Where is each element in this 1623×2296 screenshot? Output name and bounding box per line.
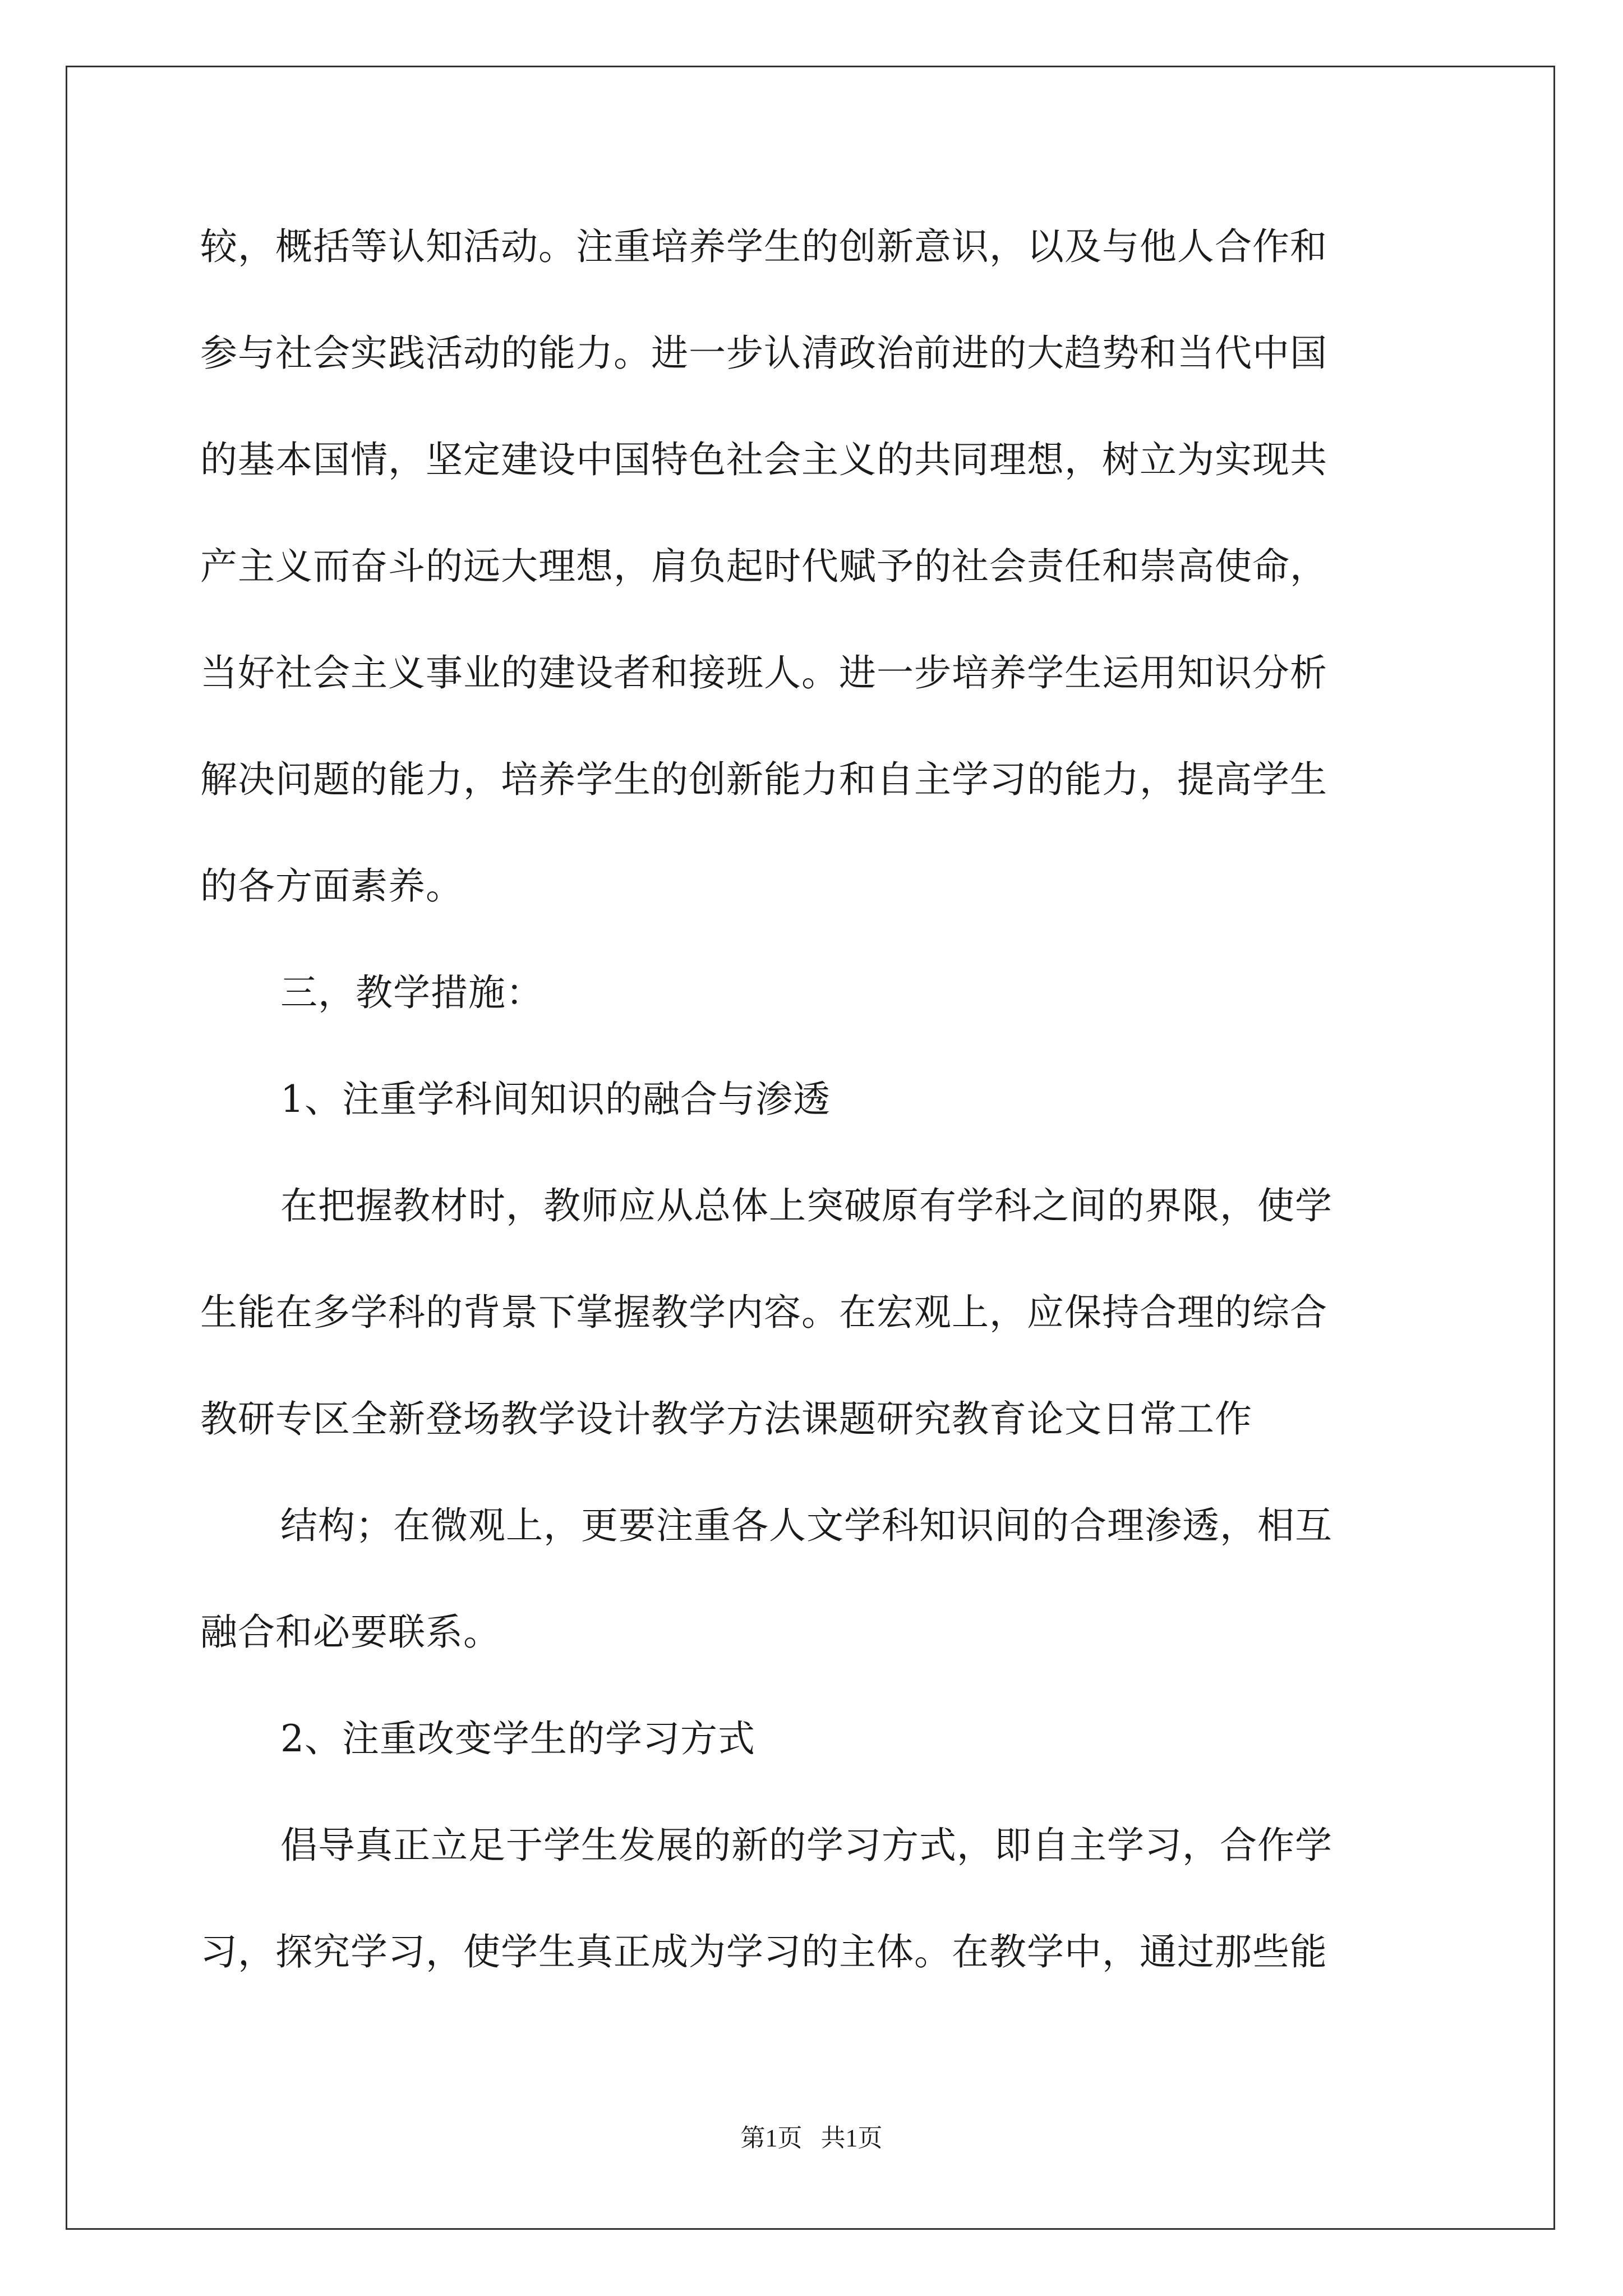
body-line-12: 教研专区全新登场教学设计教学方法课题研究教育论文日常工作 [200,1397,1252,1441]
body-line-7: 的各方面素养。 [200,864,463,908]
page-footer: 第1页 共1页 [740,2124,883,2152]
body-line-11: 生能在多学科的背景下掌握教学内容。在宏观上，应保持合理的综合 [200,1291,1327,1334]
body-line-5: 当好社会主义事业的建设者和接班人。进一步培养学生运用知识分析 [200,651,1327,694]
body-line-3: 的基本国情，坚定建设中国特色社会主义的共同理想，树立为实现共 [200,438,1327,481]
body-line-13: 结构；在微观上，更要注重各人文学科知识间的合理渗透，相互 [280,1504,1332,1547]
body-line-1: 较，概括等认知活动。注重培养学生的创新意识，以及与他人合作和 [200,225,1327,268]
body-line-10: 在把握教材时，教师应从总体上突破原有学科之间的界限，使学 [280,1184,1332,1227]
body-line-2: 参与社会实践活动的能力。进一步认清政治前进的大趋势和当代中国 [200,332,1327,375]
body-line-4: 产主义而奋斗的远大理想，肩负起时代赋予的社会责任和崇高使命， [200,545,1327,588]
body-line-16: 倡导真正立足于学生发展的新的学习方式，即自主学习，合作学 [280,1824,1332,1867]
subheading-1: 1、注重学科间知识的融合与渗透 [280,1078,831,1121]
section-heading-teaching-measures: 三，教学措施： [280,971,543,1014]
body-line-6: 解决问题的能力，培养学生的创新能力和自主学习的能力，提高学生 [200,758,1327,801]
body-line-17: 习，探究学习，使学生真正成为学习的主体。在教学中，通过那些能 [200,1930,1327,1973]
page-border [66,66,1555,2230]
body-line-14: 融合和必要联系。 [200,1611,501,1654]
subheading-2: 2、注重改变学生的学习方式 [280,1717,755,1760]
